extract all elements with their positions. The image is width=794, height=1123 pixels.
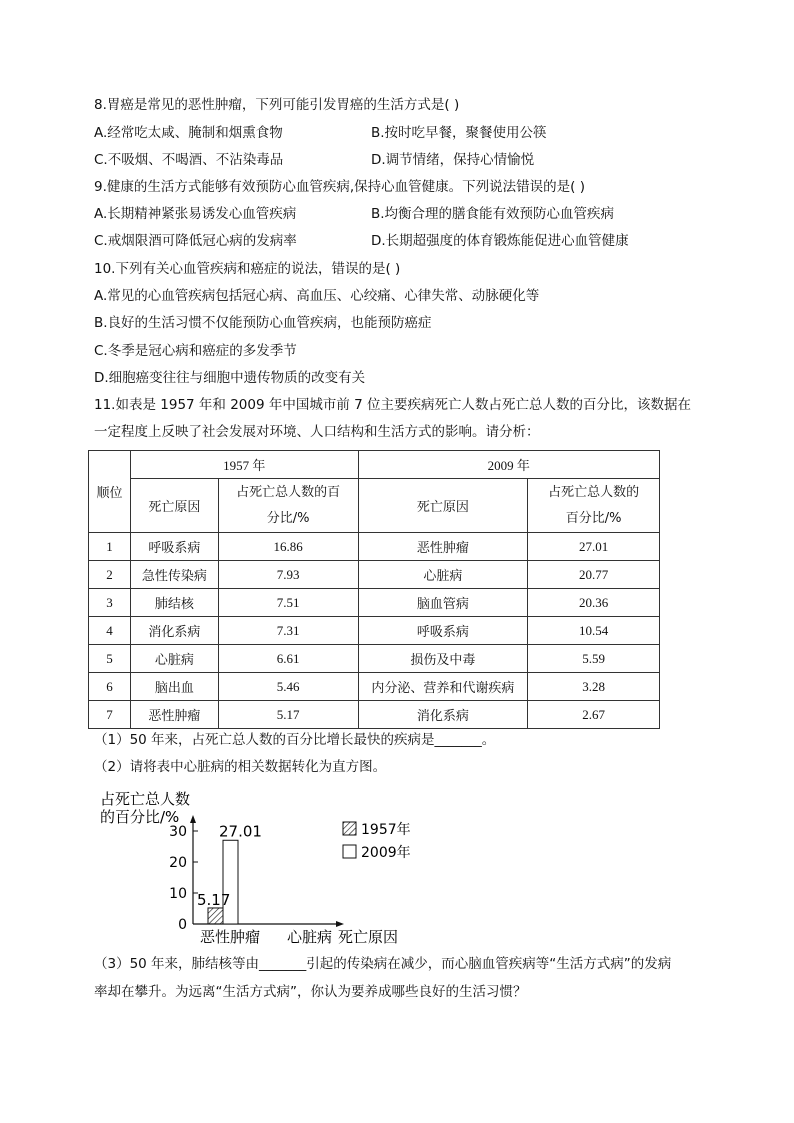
cause-2009-cell: 内分泌、营养和代谢疾病	[358, 673, 528, 701]
q11-sub3-line2: 率却在攀升。为远离“生活方式病”，你认为要养成哪些良好的生活习惯？	[94, 984, 527, 1000]
year-1957-header: 1957 年	[130, 451, 358, 479]
q9-option-c: C.戒烟限酒可降低冠心病的发病率	[94, 233, 297, 249]
pct-1957-cell: 5.46	[218, 673, 358, 701]
pct-header-1957-line1: 占死亡总人数的百	[236, 484, 341, 500]
q11-sub1: （1）50 年来，占死亡总人数的百分比增长最快的疾病是_______。	[94, 732, 496, 748]
rank-cell: 1	[89, 533, 131, 561]
cause-2009-cell: 脑血管病	[358, 589, 528, 617]
pct-2009-cell: 20.36	[528, 589, 660, 617]
table-row	[89, 533, 660, 561]
data-label-2009: 27.01	[219, 822, 262, 841]
pct-header-2009	[528, 479, 660, 533]
q10-option-a: A.常见的心血管疾病包括冠心病、高血压、心绞痛、心律失常、动脉硬化等	[94, 288, 540, 304]
table-row	[89, 673, 660, 701]
bar-2009-malignant-tumor	[223, 840, 238, 924]
q8-option-a: A.经常吃太咸、腌制和烟熏食物	[94, 125, 283, 141]
q10-option-d: D.细胞癌变往往与细胞中遗传物质的改变有关	[94, 370, 366, 386]
cause-2009-cell: 消化系病	[358, 701, 528, 729]
q9-option-a: A.长期精神紧张易诱发心血管疾病	[94, 206, 297, 222]
table-row	[89, 701, 660, 729]
pct-1957-cell: 6.61	[218, 645, 358, 673]
q10-option-c: C.冬季是冠心病和癌症的多发季节	[94, 343, 297, 359]
q8-option-c: C.不吸烟、不喝酒、不沾染毒品	[94, 152, 284, 168]
x-axis-label: 死亡原因	[338, 928, 399, 946]
pct-2009-cell: 10.54	[528, 617, 660, 645]
legend-swatch-1957	[343, 822, 356, 835]
cause-header-2009: 死亡原因	[358, 479, 528, 533]
y-tick-label: 10	[169, 886, 187, 902]
q11-stem-line1: 11.如表是 1957 年和 2009 年中国城市前 7 位主要疾病死亡人数占死亡总人数的百分比，该数据在	[94, 397, 692, 413]
rank-header: 顺位	[89, 451, 131, 533]
table-row	[89, 645, 660, 673]
year-2009-header: 2009 年	[358, 451, 659, 479]
q8-option-d: D.调节情绪，保持心情愉悦	[371, 152, 535, 168]
cause-1957-cell: 恶性肿瘤	[130, 701, 218, 729]
cause-1957-cell: 急性传染病	[130, 561, 218, 589]
q10-option-b: B.良好的生活习惯不仅能预防心血管疾病，也能预防癌症	[94, 315, 432, 331]
y-tick-label: 30	[169, 824, 187, 840]
y-axis-label-line2: 的百分比/%	[100, 808, 180, 826]
pct-header-1957-line2: 分比/%	[266, 510, 310, 526]
y-axis-arrow	[190, 815, 196, 823]
rank-cell: 7	[89, 701, 131, 729]
table-row	[89, 561, 660, 589]
cause-1957-cell: 脑出血	[130, 673, 218, 701]
cause-1957-cell: 心脏病	[130, 645, 218, 673]
pct-1957-cell: 7.51	[218, 589, 358, 617]
category-label-heart-disease: 心脏病	[287, 928, 333, 946]
rank-cell: 2	[89, 561, 131, 589]
rank-cell: 6	[89, 673, 131, 701]
y-tick-label: 20	[169, 855, 187, 871]
legend-label-1957: 1957年	[361, 822, 411, 838]
q11-sub3-line1: （3）50 年来，肺结核等由_______引起的传染病在减少，而心脑血管疾病等“生活方式病”的发病	[94, 956, 672, 972]
q8-stem: 8.胃癌是常见的恶性肿瘤，下列可能引发胃癌的生活方式是( )	[94, 97, 460, 113]
q10-stem: 10.下列有关心血管疾病和癌症的说法，错误的是( )	[94, 261, 401, 277]
legend-label-2009: 2009年	[361, 845, 411, 861]
cause-2009-cell: 呼吸系病	[358, 617, 528, 645]
x-axis-arrow	[336, 921, 344, 927]
q11-sub2: （2）请将表中心脏病的相关数据转化为直方图。	[94, 759, 387, 775]
q9-option-d: D.长期超强度的体育锻炼能促进心血管健康	[371, 233, 629, 249]
cause-header-1957: 死亡原因	[130, 479, 218, 533]
table-row	[89, 617, 660, 645]
legend-swatch-2009	[343, 845, 356, 858]
q8-option-b: B.按时吃早餐，聚餐使用公筷	[371, 125, 547, 141]
y-axis-label-line1: 占死亡总人数	[100, 790, 191, 808]
q9-option-b: B.均衡合理的膳食能有效预防心血管疾病	[371, 206, 615, 222]
cause-2009-cell: 恶性肿瘤	[358, 533, 528, 561]
cause-2009-cell: 心脏病	[358, 561, 528, 589]
pct-header-2009-line2: 百分比/%	[565, 510, 622, 526]
pct-2009-cell: 20.77	[528, 561, 660, 589]
category-label-malignant-tumor: 恶性肿瘤	[200, 928, 261, 946]
pct-1957-cell: 16.86	[218, 533, 358, 561]
pct-1957-cell: 7.31	[218, 617, 358, 645]
cause-1957-cell: 呼吸系病	[130, 533, 218, 561]
rank-cell: 3	[89, 589, 131, 617]
pct-2009-cell: 3.28	[528, 673, 660, 701]
cause-1957-cell: 肺结核	[130, 589, 218, 617]
q11-stem-line2: 一定程度上反映了社会发展对环境、人口结构和生活方式的影响。请分析：	[94, 424, 540, 440]
q9-stem: 9.健康的生活方式能够有效预防心血管疾病,保持心血管健康。下列说法错误的是( )	[94, 179, 585, 195]
pct-header-1957	[218, 479, 358, 533]
table-row	[89, 589, 660, 617]
pct-2009-cell: 27.01	[528, 533, 660, 561]
rank-cell: 4	[89, 617, 131, 645]
rank-cell: 5	[89, 645, 131, 673]
cause-2009-cell: 损伤及中毒	[358, 645, 528, 673]
histogram-chart	[90, 782, 420, 952]
pct-header-2009-line1: 占死亡总人数的	[548, 484, 640, 500]
cause-1957-cell: 消化系病	[130, 617, 218, 645]
data-label-1957: 5.17	[197, 890, 231, 909]
bar-1957-malignant-tumor	[208, 908, 223, 924]
pct-1957-cell: 5.17	[218, 701, 358, 729]
pct-1957-cell: 7.93	[218, 561, 358, 589]
pct-2009-cell: 5.59	[528, 645, 660, 673]
pct-2009-cell: 2.67	[528, 701, 660, 729]
mortality-table	[88, 450, 660, 729]
table-body	[89, 533, 660, 729]
y-tick-label: 0	[178, 917, 187, 933]
